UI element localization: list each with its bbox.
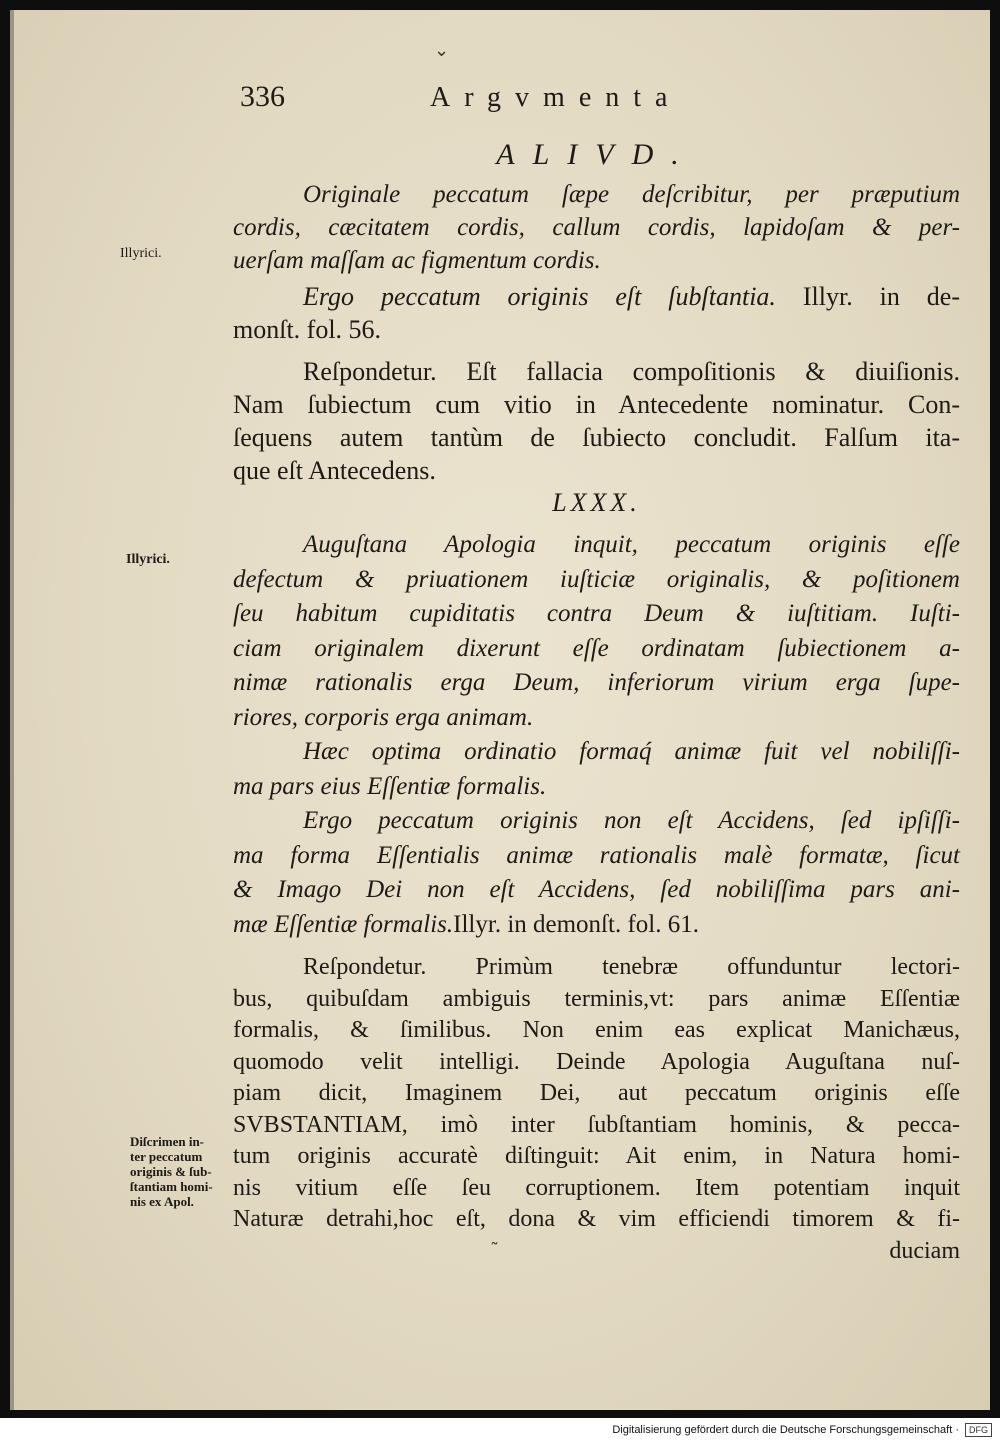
final-reference: Illyr. in demonſt. fol. 61. xyxy=(453,910,699,938)
text-line xyxy=(233,280,960,313)
aliud-argument xyxy=(233,178,960,277)
margin-note-line: Diſcrimen in- xyxy=(130,1134,205,1149)
text-line: uerſam maſſam ac figmentum cordis. xyxy=(233,247,601,274)
text-line: Reſpondetur. Eſt fallacia compoſitionis & diuiſionis. xyxy=(303,357,960,386)
text-line: tum originis accuratè diſtinguit: Ait enim, in Natura homi- xyxy=(233,1143,960,1169)
text-line xyxy=(233,908,960,943)
margin-note-line: ter peccatum xyxy=(130,1149,203,1164)
conclusion-italic: Ergo peccatum originis eſt ſubſtantia. xyxy=(303,282,776,311)
text-line: ma forma Eſſentialis animæ rationalis malè formatæ, ſicut xyxy=(233,841,960,869)
footer-text: Digitalisierung gefördert durch die Deutsche Forschungsgemeinschaft · xyxy=(612,1424,959,1436)
text-line: cordis, cæcitatem cordis, callum cordis, lapidoſam & per- xyxy=(233,214,960,241)
stain-mark: ⌄ xyxy=(434,40,450,61)
conclusion-reference: Illyr. in de- xyxy=(802,282,960,311)
lxxx-response xyxy=(233,952,960,1267)
text-line: bus, quibuſdam ambiguis terminis,vt: pars animæ Eſſentiæ xyxy=(233,985,960,1012)
text-line: que eſt Antecedens. xyxy=(233,456,436,485)
margin-note-illyrici-1: Illyrici. xyxy=(120,246,162,261)
aliud-conclusion xyxy=(233,280,960,346)
text-line: ſeu habitum cupiditatis contra Deum & iuſtitiam. Iuſti- xyxy=(233,600,960,627)
final-italic: mæ Eſſentiæ formalis. xyxy=(233,910,454,938)
text-line: defectum & priuationem iuſticiæ originalis, & poſitionem xyxy=(233,565,960,593)
footer-bar xyxy=(0,1420,1000,1440)
text-line: piam dicit, Imaginem Dei, aut peccatum originis eſſe xyxy=(233,1080,960,1106)
text-line: Naturæ detrahi,hoc eſt, dona & vim efficiendi timorem & fi- xyxy=(233,1206,960,1232)
text-line: Originale peccatum ſæpe deſcribitur, per præputium xyxy=(303,181,960,208)
margin-note-illyrici-2: Illyrici. xyxy=(126,552,170,567)
text-line: nimæ rationalis erga Deum, inferiorum virium erga ſupe- xyxy=(233,669,960,696)
text-line: riores, corporis erga animam. xyxy=(233,703,534,731)
margin-note-line: originis & ſub- xyxy=(130,1164,212,1179)
text-line: ciam originalem dixerunt eſſe ordinatam ſubiectionem a- xyxy=(233,634,960,662)
text-line: ſequens autem tantùm de ſubiecto concludit. Falſum ita- xyxy=(233,423,960,452)
text-line: Ergo peccatum originis non eſt Accidens, ſed ipſiſſi- xyxy=(303,807,960,834)
section-heading-aliud: ALIVD. xyxy=(496,138,697,171)
text-line: quomodo velit intelligi. Deinde Apologia Auguſtana nuſ- xyxy=(233,1048,960,1075)
text-line: & Imago Dei non eſt Accidens, ſed nobiliſſima pars ani- xyxy=(233,876,960,903)
margin-note-line: nis ex Apol. xyxy=(130,1194,194,1209)
margin-note-line: ſtantiam homi- xyxy=(130,1179,213,1194)
text-line: ma pars eius Eſſentiæ formalis. xyxy=(233,772,547,800)
text-line: Hæc optima ordinatio formaq́ animæ fuit vel nobiliſſi- xyxy=(303,738,960,765)
text-line: nis vitium eſſe ſeu corruptionem. Item potentiam inquit xyxy=(233,1174,960,1201)
section-heading-lxxx: LXXX. xyxy=(552,488,641,517)
text-line: SVBSTANTIAM, imò inter ſubſtantiam hominis, & pecca- xyxy=(233,1111,960,1138)
text-line: Auguſtana Apologia inquit, peccatum originis eſſe xyxy=(303,531,960,558)
aliud-response xyxy=(233,355,960,487)
text-line: Reſpondetur. Primùm tenebræ offunduntur lectori- xyxy=(303,954,960,980)
running-title: Argvmenta xyxy=(430,82,682,113)
dfg-logo: DFG xyxy=(965,1423,992,1437)
margin-note-discrimen xyxy=(130,1134,213,1209)
page-number: 336 xyxy=(240,80,285,113)
text-line: Nam ſubiectum cum vitio in Antecedente nominatur. Con- xyxy=(233,390,960,419)
lxxx-argument xyxy=(233,528,960,942)
text-line: monſt. fol. 56. xyxy=(233,315,382,344)
stain-mark: ˜ xyxy=(490,1240,499,1261)
catchword: duciam xyxy=(889,1237,960,1264)
text-line: formalis, & ſimilibus. Non enim eas explicat Manichæus, xyxy=(233,1017,960,1043)
